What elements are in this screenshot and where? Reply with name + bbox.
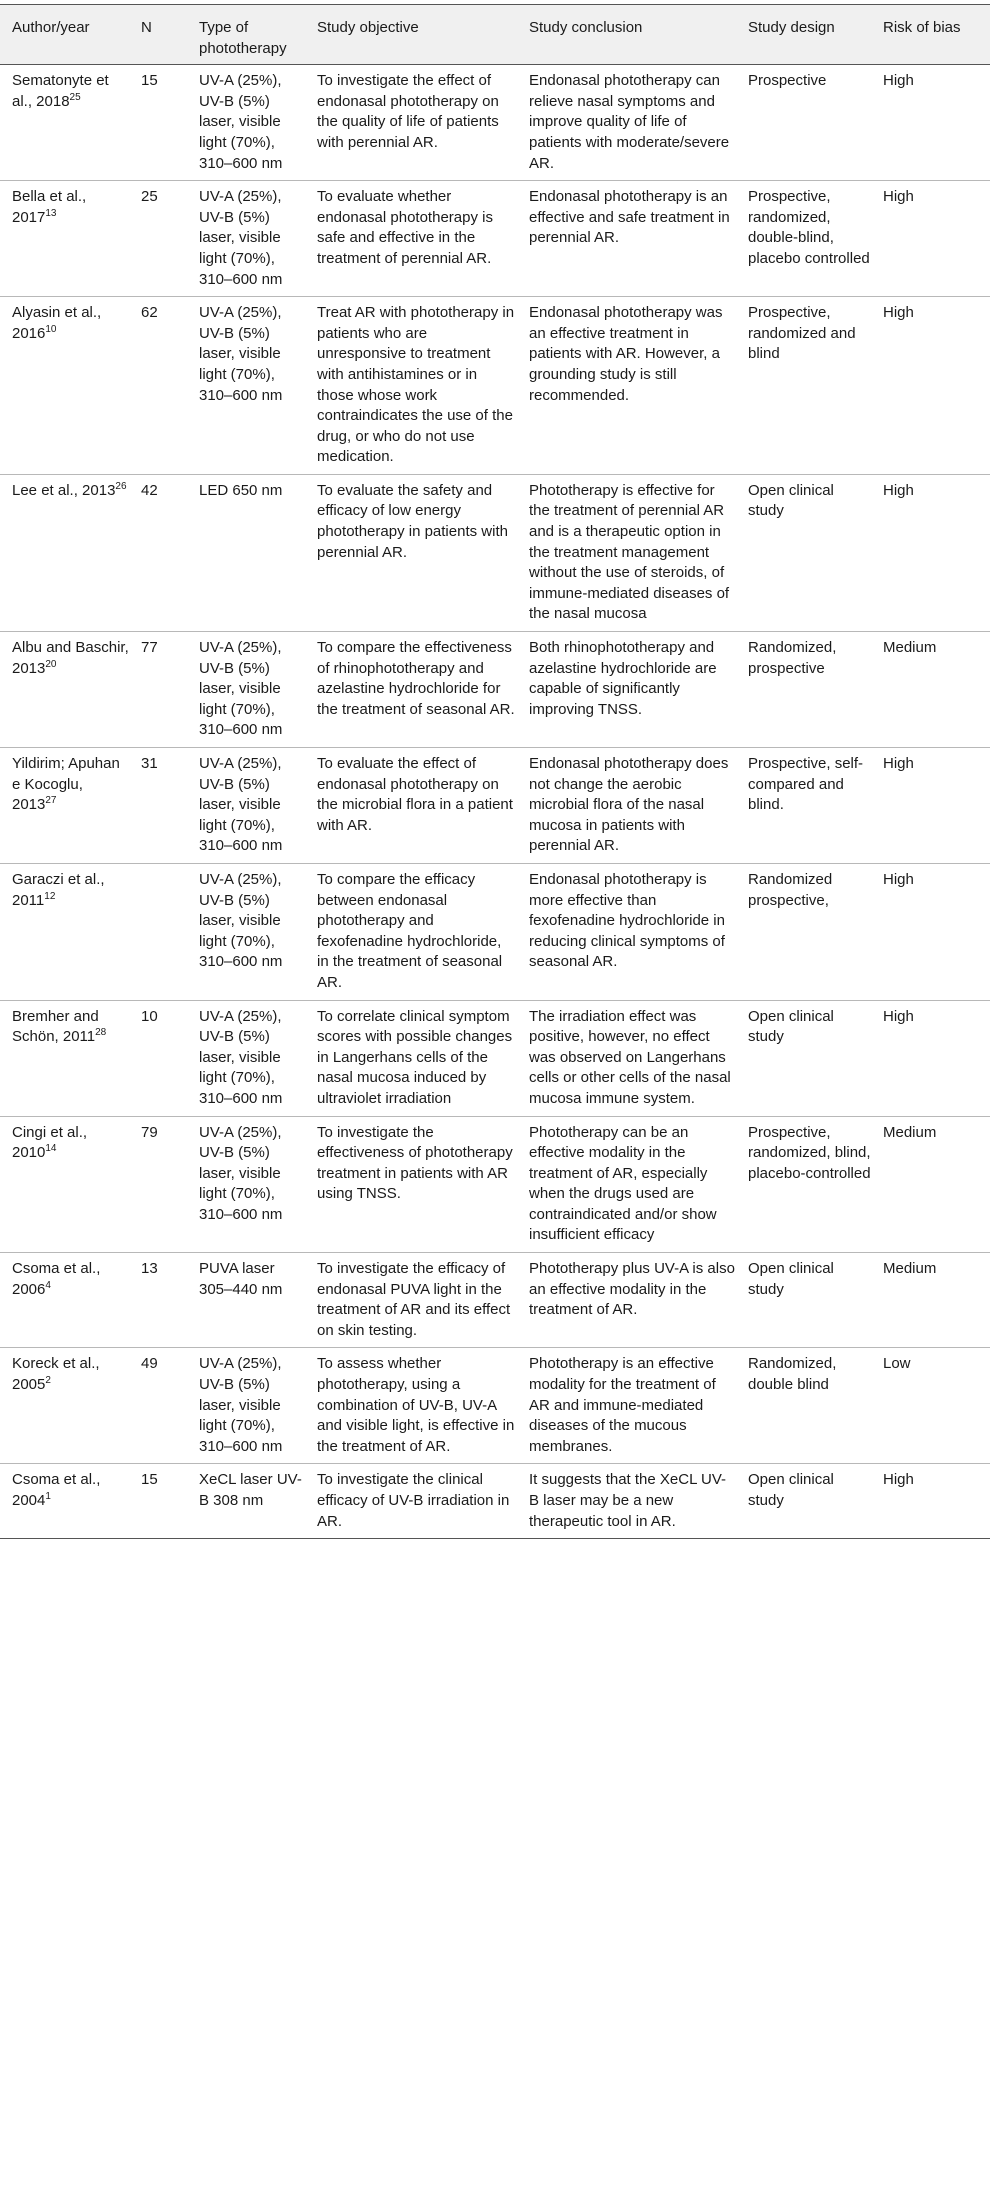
table-row xyxy=(0,1000,990,1116)
table-row xyxy=(0,1253,990,1348)
cell-study-conclusion: Both rhinophototherapy and azelastine hydrochloride are capable of significantly improving TNSS. xyxy=(517,632,736,748)
author-year-text: Bremher and Schön, 2011 xyxy=(12,1007,99,1046)
cell-phototherapy-type: XeCL laser UV-B 308 nm xyxy=(187,1464,305,1539)
cell-study-conclusion: Phototherapy plus UV-A is also an effective modality in the treatment of AR. xyxy=(517,1253,736,1348)
cell-n: 49 xyxy=(129,1348,187,1464)
table-row xyxy=(0,1116,990,1253)
cell-risk-of-bias: High xyxy=(871,1000,990,1116)
cell-study-objective: To evaluate whether endonasal phototherapy is safe and effective in the treatment of perennial AR. xyxy=(305,181,517,297)
cell-risk-of-bias: Low xyxy=(871,1348,990,1464)
cell-study-design: Randomized, prospective xyxy=(736,632,871,748)
cell-author-year xyxy=(0,181,129,297)
cell-phototherapy-type: UV-A (25%), UV-B (5%) laser, visible light (70%), 310–600 nm xyxy=(187,181,305,297)
author-year-text: Bella et al., 2017 xyxy=(12,188,87,226)
column-header-study-objective: Study objective xyxy=(305,5,517,65)
cell-risk-of-bias: High xyxy=(871,748,990,864)
reference-number: 28 xyxy=(95,1027,107,1039)
cell-risk-of-bias: High xyxy=(871,474,990,631)
cell-study-design: Open clinical study xyxy=(736,1253,871,1348)
cell-phototherapy-type: UV-A (25%), UV-B (5%) laser, visible light (70%), 310–600 nm xyxy=(187,297,305,475)
cell-study-conclusion: Endonasal phototherapy does not change the aerobic microbial flora of the nasal mucosa in patients with perennial AR. xyxy=(517,748,736,864)
cell-n: 25 xyxy=(129,181,187,297)
author-year-text: Csoma et al., 2006 xyxy=(12,1260,101,1298)
reference-number: 12 xyxy=(44,890,56,902)
cell-study-objective: To investigate the efficacy of endonasal PUVA light in the treatment of AR and its effect on skin testing. xyxy=(305,1253,517,1348)
cell-n: 13 xyxy=(129,1253,187,1348)
table-row xyxy=(0,863,990,1000)
cell-author-year xyxy=(0,1116,129,1253)
cell-author-year xyxy=(0,1464,129,1539)
cell-study-conclusion: Phototherapy is effective for the treatment of perennial AR and is a therapeutic option in the treatment management without the use of steroids, of immune-mediated diseases of the nasal mucosa xyxy=(517,474,736,631)
cell-study-design: Prospective, randomized and blind xyxy=(736,297,871,475)
author-year-text: Albu and Baschir, 2013 xyxy=(12,639,129,677)
table-row xyxy=(0,632,990,748)
cell-study-objective: To investigate the effect of endonasal phototherapy on the quality of life of patients with perennial AR. xyxy=(317,72,499,151)
cell-risk-of-bias: Medium xyxy=(871,1116,990,1253)
cell-study-design: Open clinical study xyxy=(736,474,871,631)
author-year-text: Lee et al., 2013 xyxy=(12,481,116,499)
cell-study-objective: To investigate the clinical efficacy of UV-B irradiation in AR. xyxy=(305,1464,517,1539)
author-year-text: Csoma et al., 2004 xyxy=(12,1471,101,1509)
cell-study-design: Open clinical study xyxy=(736,1464,871,1539)
cell-phototherapy-type: UV-A (25%), UV-B (5%) laser, visible light (70%), 310–600 nm xyxy=(187,1348,305,1464)
cell-phototherapy-type: UV-A (25%), UV-B (5%) laser, visible light (70%), 310–600 nm xyxy=(187,1116,305,1253)
studies-table xyxy=(0,4,990,1539)
cell-study-conclusion: It suggests that the XeCL UV-B laser may be a new therapeutic tool in AR. xyxy=(517,1464,736,1539)
cell-study-objective: To correlate clinical symptom scores with possible changes in Langerhans cells of the nasal mucosa induced by ultraviolet irradiation xyxy=(305,1000,517,1116)
author-year-text: Garaczi et al., 2011 xyxy=(12,870,105,909)
cell-phototherapy-type: UV-A (25%), UV-B (5%) laser, visible light (70%), 310–600 nm xyxy=(187,863,305,1000)
cell-phototherapy-type: UV-A (25%), UV-B (5%) laser, visible light (70%), 310–600 nm xyxy=(199,72,283,172)
cell-study-objective: Treat AR with phototherapy in patients who are unresponsive to treatment with antihistamines or in those whose work contraindicates the use of the drug, or who do not use medication. xyxy=(305,297,517,475)
reference-number: 27 xyxy=(45,795,57,807)
cell-risk-of-bias: High xyxy=(871,297,990,475)
cell-n: 79 xyxy=(129,1116,187,1253)
reference-number: 20 xyxy=(45,658,57,670)
author-year-text: Yildirim; Apuhan e Kocoglu, 2013 xyxy=(12,755,120,814)
cell-author-year xyxy=(0,748,129,864)
cell-study-conclusion: Phototherapy is an effective modality for the treatment of AR and immune-mediated diseases of the mucous membranes. xyxy=(517,1348,736,1464)
cell-n: 42 xyxy=(129,474,187,631)
table-row xyxy=(0,748,990,864)
cell-phototherapy-type: UV-A (25%), UV-B (5%) laser, visible light (70%), 310–600 nm xyxy=(187,632,305,748)
cell-n: 10 xyxy=(129,1000,187,1116)
cell-author-year xyxy=(0,65,129,181)
table-row xyxy=(0,181,990,297)
author-year-text: Alyasin et al., 2016 xyxy=(12,304,102,342)
cell-study-design: Open clinical study xyxy=(736,1000,871,1116)
cell-study-design: Prospective xyxy=(748,72,827,90)
author-year-text: Cingi et al., 2010 xyxy=(12,1123,88,1162)
cell-risk-of-bias: High xyxy=(871,863,990,1000)
cell-n: 15 xyxy=(129,1464,187,1539)
reference-number: 25 xyxy=(69,91,81,103)
cell-author-year xyxy=(0,1253,129,1348)
cell-phototherapy-type: UV-A (25%), UV-B (5%) laser, visible light (70%), 310–600 nm xyxy=(187,1000,305,1116)
cell-n: 31 xyxy=(129,748,187,864)
cell-study-conclusion: Endonasal phototherapy is more effective than fexofenadine hydrochloride in reducing clinical symptoms of seasonal AR. xyxy=(517,863,736,1000)
cell-study-objective: To compare the efficacy between endonasal phototherapy and fexofenadine hydrochloride, in the treatment of seasonal AR. xyxy=(305,863,517,1000)
author-year-text: Sematonyte et al., 2018 xyxy=(12,72,109,110)
reference-number: 1 xyxy=(45,1491,51,1502)
cell-study-design: Prospective, randomized, double-blind, placebo controlled xyxy=(736,181,871,297)
cell-author-year xyxy=(0,632,129,748)
table-row xyxy=(0,1464,990,1539)
reference-number: 2 xyxy=(45,1375,51,1387)
cell-study-conclusion: The irradiation effect was positive, however, no effect was observed on Langerhans cells or other cells of the nasal mucosa immune system. xyxy=(517,1000,736,1116)
cell-risk-of-bias: Medium xyxy=(871,632,990,748)
cell-study-objective: To assess whether phototherapy, using a combination of UV-B, UV-A and visible light, is effective in the treatment of AR. xyxy=(305,1348,517,1464)
cell-study-conclusion: Phototherapy can be an effective modality in the treatment of AR, especially when the drugs used are contraindicated and/or show insufficient efficacy xyxy=(517,1116,736,1253)
cell-author-year xyxy=(0,863,129,1000)
table-row xyxy=(0,474,990,631)
column-header-phototherapy-type: Type of phototherapy xyxy=(187,5,305,65)
cell-study-design: Randomized, double blind xyxy=(736,1348,871,1464)
column-header-study-conclusion: Study conclusion xyxy=(517,5,736,65)
cell-study-design: Prospective, randomized, blind, placebo-controlled xyxy=(736,1116,871,1253)
cell-study-objective: To evaluate the safety and efficacy of low energy phototherapy in patients with perennial AR. xyxy=(305,474,517,631)
table-row xyxy=(0,297,990,475)
cell-study-objective: To compare the effectiveness of rhinophototherapy and azelastine hydrochloride for the treatment of seasonal AR. xyxy=(305,632,517,748)
cell-n xyxy=(129,863,187,1000)
cell-n: 15 xyxy=(141,72,158,90)
cell-study-conclusion: Endonasal phototherapy is an effective and safe treatment in perennial AR. xyxy=(517,181,736,297)
reference-number: 4 xyxy=(45,1279,51,1291)
cell-study-objective: To evaluate the effect of endonasal phototherapy on the microbial flora in a patient with AR. xyxy=(305,748,517,864)
cell-risk-of-bias: Medium xyxy=(871,1253,990,1348)
table-header-row xyxy=(0,5,990,65)
cell-study-conclusion: Endonasal phototherapy was an effective treatment in patients with AR. However, a grounding study is still recommended. xyxy=(517,297,736,475)
table-row xyxy=(0,65,990,181)
cell-phototherapy-type: LED 650 nm xyxy=(187,474,305,631)
cell-author-year xyxy=(0,474,129,631)
cell-n: 62 xyxy=(129,297,187,475)
table-row xyxy=(0,1348,990,1464)
cell-study-design: Randomized prospective, xyxy=(736,863,871,1000)
cell-study-objective: To investigate the effectiveness of phototherapy treatment in patients with AR using TNSS. xyxy=(305,1116,517,1253)
reference-number: 10 xyxy=(45,323,57,335)
cell-study-design: Prospective, self-compared and blind. xyxy=(736,748,871,864)
cell-risk-of-bias: High xyxy=(871,181,990,297)
author-year-text: Koreck et al., 2005 xyxy=(12,1355,100,1394)
cell-risk-of-bias: High xyxy=(883,72,914,90)
column-header-study-design: Study design xyxy=(736,5,871,65)
cell-author-year xyxy=(0,297,129,475)
cell-n: 77 xyxy=(129,632,187,748)
cell-author-year xyxy=(0,1348,129,1464)
cell-study-conclusion: Endonasal phototherapy can relieve nasal symptoms and improve quality of life of patients with moderate/severe AR. xyxy=(529,72,730,172)
reference-number: 13 xyxy=(45,207,57,219)
reference-number: 14 xyxy=(45,1143,57,1155)
column-header-risk-of-bias: Risk of bias xyxy=(871,5,990,65)
cell-phototherapy-type: UV-A (25%), UV-B (5%) laser, visible light (70%), 310–600 nm xyxy=(187,748,305,864)
column-header-author-year: Author/year xyxy=(0,5,129,65)
cell-risk-of-bias: High xyxy=(871,1464,990,1539)
column-header-n: N xyxy=(129,5,187,65)
cell-author-year xyxy=(0,1000,129,1116)
cell-phototherapy-type: PUVA laser 305–440 nm xyxy=(187,1253,305,1348)
reference-number: 26 xyxy=(115,480,127,492)
